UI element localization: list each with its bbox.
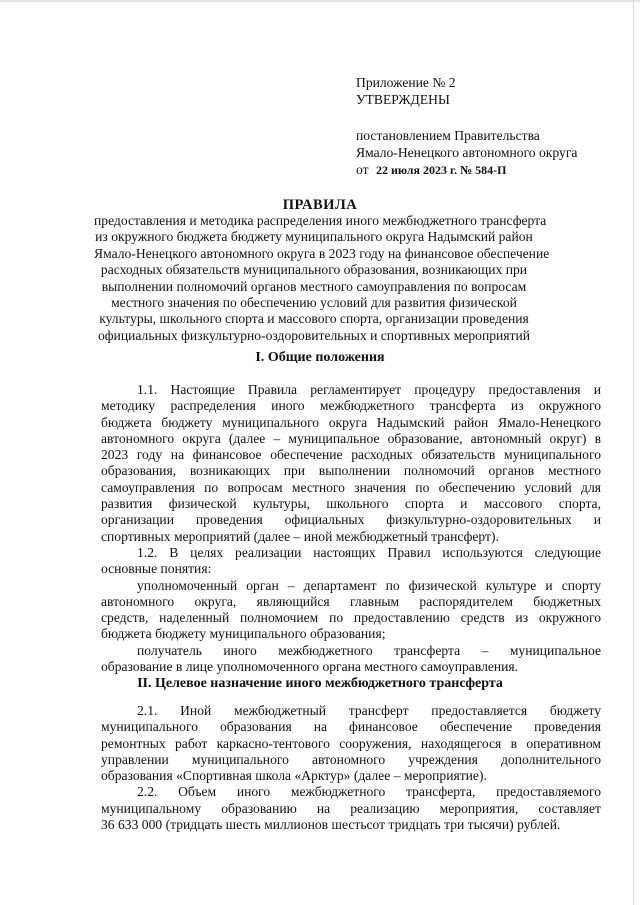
paragraph-line: уполномоченный орган – департамент по физической культуре и спорту	[137, 577, 601, 593]
paragraph-line: автономного округа (далее – муниципальное образование, автономный округ) в	[101, 430, 601, 446]
paragraph-line: развития физической культуры, школьного спорта и массового спорта,	[101, 496, 601, 512]
subtitle-line: культуры, школьного спорта и массового спорта, организации проведения	[99, 311, 529, 327]
resolution-date-line	[356, 161, 616, 179]
paragraph-line: 2.2. Объем иного межбюджетного трансферта, предоставляемого	[137, 784, 601, 800]
paragraph-line: 36 633 000 (тридцать шесть миллионов шестьсот тридцать три тысячи) рублей.	[101, 817, 561, 833]
subtitle-line: местного значения по обеспечению условий для развития физической	[111, 295, 517, 311]
resolution-line-2: Ямало-Ненецкого автономного округа	[356, 145, 578, 160]
paragraph-line: 2023 году на финансовое обеспечение расходных обязательств муниципального	[101, 447, 601, 463]
section-1-body	[101, 382, 601, 675]
subtitle-line: предоставления и методика распределения иного межбюджетного трансферта	[94, 213, 547, 228]
paragraph-line: организации проведения официальных физкультурно-оздоровительных и	[101, 512, 601, 528]
paragraph-line: образования, возникающих при выполнении полномочий органов местного	[101, 463, 601, 479]
subtitle-line: Ямало-Ненецкого автономного округа в 2023 году на финансовое обеспечение	[94, 245, 550, 261]
scan-edge-right	[633, 0, 634, 905]
subtitle-line: из окружного бюджета бюджету муниципального округа Надымский район	[95, 229, 533, 245]
paragraph-line: средств, наделенный полномочием по предоставлению средств из окружного	[101, 610, 601, 626]
subtitle-line: официальных физкультурно-оздоровительных и спортивных мероприятий	[97, 327, 531, 343]
subtitle-line: расходных обязательств муниципального образования, возникающих при	[100, 262, 528, 278]
paragraph-line: ремонтных работ каркасно-тентового сооружения, находящегося в оперативном	[101, 735, 601, 751]
paragraph-line: бюджета бюджету муниципального образования;	[101, 626, 386, 642]
appendix-number: Приложение № 2	[356, 75, 456, 90]
subtitle-line: выполнении полномочий органов местного самоуправления по вопросам	[101, 278, 527, 294]
from-label: от	[356, 162, 369, 177]
section-2-body	[101, 703, 601, 833]
section-2-heading: II. Целевое назначение иного межбюджетного трансферта	[137, 676, 503, 691]
paragraph-line: муниципального образования на финансовое обеспечение проведения	[101, 719, 601, 735]
paragraph-line: управлении муниципального автономного учреждения дополнительного	[101, 751, 601, 767]
resolution-line-1: постановлением Правительства	[356, 128, 540, 143]
document-subtitle	[94, 213, 550, 344]
document-title: ПРАВИЛА	[282, 197, 358, 213]
section-1-heading: I. Общие положения	[255, 350, 385, 365]
paragraph-line: основные понятия:	[101, 561, 212, 577]
date-and-number: 22 июля 2023 г. № 584-П	[375, 163, 507, 177]
paragraph-line: методику распределения иного межбюджетного трансферта из окружного	[101, 398, 601, 414]
paragraph-line: муниципальному образованию на реализацию мероприятия, составляет	[101, 800, 601, 816]
paragraph-line: 2.1. Иной межбюджетный трансферт предоставляется бюджету	[137, 703, 601, 718]
paragraph-line: получатель иного межбюджетного трансферта – муниципальное	[137, 642, 601, 658]
paragraph-line: образование в лице уполномоченного органа местного самоуправления.	[101, 659, 519, 675]
paragraph-line: 1.1. Настоящие Правила регламентирует процедуру предоставления и	[137, 382, 601, 397]
paragraph-line: автономного округа, являющийся главным распорядителем бюджетных	[101, 593, 601, 609]
paragraph-line: самоуправления по вопросам местного значения по обеспечению условий для	[101, 479, 601, 495]
scan-edge-top	[0, 0, 640, 2]
approval-block	[356, 74, 616, 179]
approved-label: УТВЕРЖДЕНЫ	[356, 92, 450, 107]
paragraph-line: 1.2. В целях реализации настоящих Правил используются следующие	[137, 544, 601, 560]
paragraph-line: спортивных мероприятий (далее – иной межбюджетный трансферт).	[101, 528, 499, 544]
paragraph-line: образования «Спортивная школа «Арктур» (далее – мероприятие).	[101, 768, 487, 784]
paragraph-line: бюджета бюджету муниципального округа Надымский район Ямало-Ненецкого	[101, 414, 601, 430]
